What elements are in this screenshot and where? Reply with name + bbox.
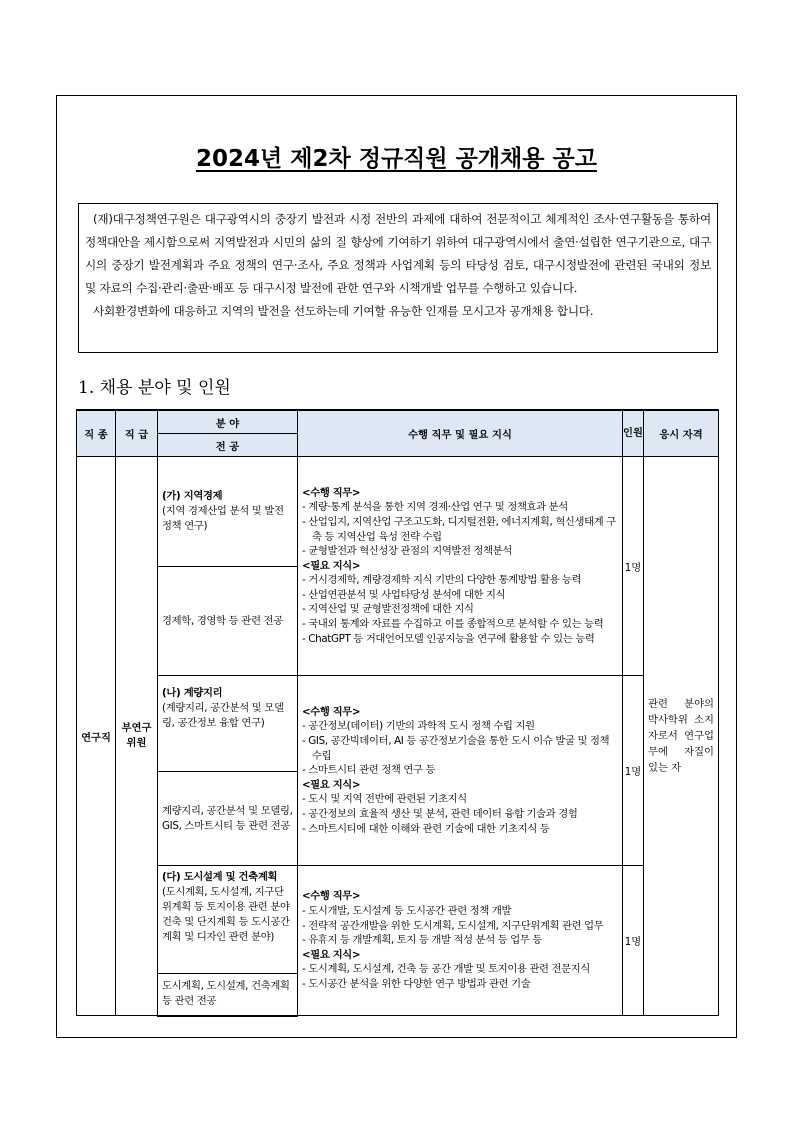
knowledge-item: - 거시경제학, 계량경제학 지식 기반의 다양한 통계방법 활용 능력 [302, 573, 618, 588]
knowledge-item: - 산업연관분석 및 사업타당성 분석에 대한 지식 [302, 588, 618, 603]
knowledge-item: - 국내외 통계와 자료를 수집하고 이를 종합적으로 분석할 수 있는 능력 [302, 617, 618, 632]
header-headcount: 인원 [623, 410, 644, 457]
header-job-type: 직 종 [77, 410, 116, 457]
duty-item: - GIS, 공간빅데이터, AI 등 공간정보기술을 통한 도시 이슈 발굴 및 정책 수립 [302, 734, 618, 763]
knowledge-label: <필요 지식> [302, 559, 361, 572]
duties-label: <수행 직무> [302, 705, 361, 718]
duty-item: - 유휴지 등 개발계획, 토지 등 개발 적성 분석 등 업무 등 [302, 933, 618, 948]
field-description: (계량지리, 공간분석 및 모델링, 공간정보 융합 연구) [162, 702, 284, 729]
header-duties: 수행 직무 및 필요 지식 [298, 410, 623, 457]
major-cell: 도시계획, 도시설계, 건축계획 등 관련 전공 [158, 974, 298, 1016]
header-field: 분 야 [158, 410, 298, 434]
field-name: (나) 계량지리 [162, 687, 223, 699]
knowledge-item: - 도시 및 지역 전반에 관련된 기초지식 [302, 792, 618, 807]
field-cell [158, 676, 298, 772]
duty-item: - 균형발전과 혁신성장 관점의 지역발전 정책분석 [302, 544, 618, 559]
knowledge-label: <필요 지식> [302, 948, 361, 961]
duty-item: - 계량·통계 분석을 통한 지역 경제·산업 연구 및 정책효과 분석 [302, 500, 618, 515]
intro-paragraph: (재)대구정책연구원은 대구광역시의 중장기 발전과 시정 전반의 과제에 대하여 전문적이고 체계적인 조사·연구활동을 통하여 정책대안을 제시함으로써 지역발전과 시민의 삶의 질 향상에 기여하기 위하여 대구광역시에서 출연·설립한 연구기관으로, 대구시의 중장기 발전계획과 주요 정책의 연구·조사, 주요 정책과 사업계획 등의 타당성 검토, 대구시정발전에 관련된 국내외 정보 및 자료의 수집·관리·출판·배포 등 대구시정 발전에 관한 연구와 시책개발 업무를 수행하고 있습니다. [85, 212, 711, 295]
duties-label: <수행 직무> [302, 890, 361, 903]
duties-cell [298, 676, 623, 866]
headcount-cell: 1명 [623, 866, 644, 1016]
header-qualification: 응시 자격 [644, 410, 719, 457]
qualification-cell: 관련 분야의 박사학위 소지자로서 연구업무에 자질이 있는 자 [644, 457, 719, 1016]
field-cell [158, 457, 298, 567]
field-description: (지역 경제산업 분석 및 발전 정책 연구) [162, 505, 284, 532]
duty-item: - 산업입지, 지역산업 구조고도화, 디지털전환, 에너지계획, 혁신생태계 구축 등 지역산업 육성 전략 수립 [302, 515, 618, 544]
field-description: (도시계획, 도시설계, 지구단위계획 등 토지이용 관련 분야 [162, 886, 290, 913]
headcount-cell: 1명 [623, 676, 644, 866]
knowledge-item: - ChatGPT 등 거대언어모델 인공지능을 연구에 활용할 수 있는 능력 [302, 632, 618, 647]
section-heading: 1. 채용 분야 및 인원 [78, 378, 231, 398]
field-description: 건축 및 단지계획 등 도시공간 계획 및 디자인 관련 분야) [162, 916, 290, 943]
intro-paragraph: 사회환경변화에 대응하고 지역의 발전을 선도하는데 기여할 유능한 인재를 모시고자 공개채용 합니다. [93, 304, 594, 318]
job-type-cell: 연구직 [77, 457, 116, 1016]
knowledge-item: - 스마트시티에 대한 이해와 관련 기술에 대한 기초지식 등 [302, 822, 618, 837]
duties-cell [298, 457, 623, 676]
header-job-grade: 직 급 [116, 410, 158, 457]
header-major: 전 공 [158, 434, 298, 457]
major-cell: 경제학, 경영학 등 관련 전공 [158, 567, 298, 676]
duty-item: - 공간정보(데이터) 기반의 과학적 도시 정책 수립 지원 [302, 719, 618, 734]
job-grade-cell: 부연구위원 [116, 457, 158, 1016]
field-name: (가) 지역경제 [162, 490, 223, 502]
knowledge-item: - 공간정보의 효율적 생산 및 분석, 관련 데이터 융합 기술과 경험 [302, 807, 618, 822]
recruitment-table [76, 409, 719, 1017]
headcount-cell: 1명 [623, 457, 644, 676]
duties-label: <수행 직무> [302, 486, 361, 499]
duty-item: - 전략적 공간개발을 위한 도시계획, 도시설계, 지구단위계획 관련 업무 [302, 919, 618, 934]
knowledge-item: - 지역산업 및 균형발전정책에 대한 지식 [302, 602, 618, 617]
knowledge-label: <필요 지식> [302, 778, 361, 791]
knowledge-item: - 도시공간 분석을 위한 다양한 연구 방법과 관련 기술 [302, 977, 618, 992]
field-cell [158, 866, 298, 974]
major-cell: 계량지리, 공간분석 및 모델링, GIS, 스마트시티 등 관련 전공 [158, 772, 298, 866]
duty-item: - 스마트시티 관련 정책 연구 등 [302, 763, 618, 778]
duties-cell [298, 866, 623, 1016]
duty-item: - 도시개발, 도시설계 등 도시공간 관련 정책 개발 [302, 904, 618, 919]
field-name: (다) 도시설계 및 건축계획 [162, 871, 278, 883]
knowledge-item: - 도시계획, 도시설계, 건축 등 공간 개발 및 토지이용 관련 전문지식 [302, 962, 618, 977]
intro-box [78, 203, 718, 353]
page-title: 2024년 제2차 정규직원 공개채용 공고 [196, 146, 597, 172]
